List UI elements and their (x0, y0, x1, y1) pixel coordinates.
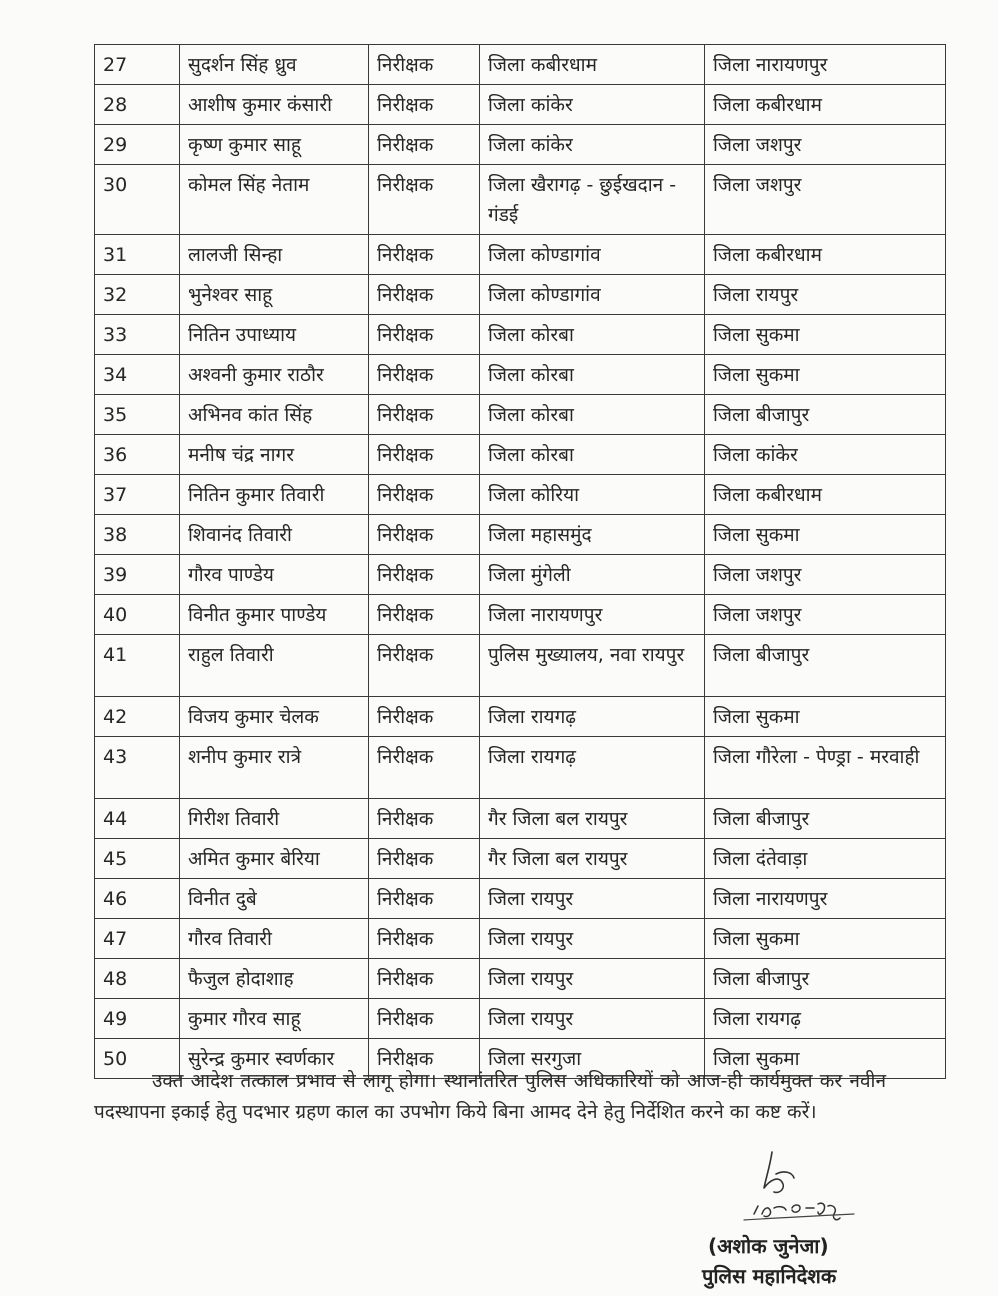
serial-number-cell: 37 (95, 475, 180, 515)
rank-cell: निरीक्षक (369, 595, 480, 635)
new-posting-cell: जिला नारायणपुर (705, 879, 946, 919)
serial-number-cell: 45 (95, 839, 180, 879)
rank-cell: निरीक्षक (369, 165, 480, 235)
officer-name-cell: भुनेश्वर साहू (180, 275, 369, 315)
officer-name-cell: गौरव पाण्डेय (180, 555, 369, 595)
current-posting-cell: जिला कांकेर (480, 85, 705, 125)
serial-number-cell: 35 (95, 395, 180, 435)
rank-cell: निरीक्षक (369, 919, 480, 959)
officer-name-cell: कुमार गौरव साहू (180, 999, 369, 1039)
table-row (95, 799, 946, 839)
officer-name-cell: गिरीश तिवारी (180, 799, 369, 839)
officer-name-cell: आशीष कुमार कंसारी (180, 85, 369, 125)
new-posting-cell: जिला कबीरधाम (705, 85, 946, 125)
rank-cell: निरीक्षक (369, 999, 480, 1039)
current-posting-cell: जिला कोण्डागांव (480, 235, 705, 275)
current-posting-cell: गैर जिला बल रायपुर (480, 799, 705, 839)
rank-cell: निरीक्षक (369, 395, 480, 435)
rank-cell: निरीक्षक (369, 799, 480, 839)
current-posting-cell: जिला कांकेर (480, 125, 705, 165)
serial-number-cell: 50 (95, 1039, 180, 1079)
new-posting-cell: जिला कबीरधाम (705, 235, 946, 275)
new-posting-cell: जिला सुकमा (705, 1039, 946, 1079)
new-posting-cell: जिला जशपुर (705, 595, 946, 635)
new-posting-cell: जिला बीजापुर (705, 395, 946, 435)
serial-number-cell: 39 (95, 555, 180, 595)
table-row (95, 999, 946, 1039)
serial-number-cell: 29 (95, 125, 180, 165)
current-posting-cell: जिला महासमुंद (480, 515, 705, 555)
table-row (95, 165, 946, 235)
officer-name-cell: नितिन उपाध्याय (180, 315, 369, 355)
rank-cell: निरीक्षक (369, 235, 480, 275)
officer-name-cell: सुरेन्द्र कुमार स्वर्णकार (180, 1039, 369, 1079)
officer-name-cell: विनीत दुबे (180, 879, 369, 919)
serial-number-cell: 40 (95, 595, 180, 635)
serial-number-cell: 47 (95, 919, 180, 959)
officer-name-cell: शिवानंद तिवारी (180, 515, 369, 555)
new-posting-cell: जिला जशपुर (705, 125, 946, 165)
officer-name-cell: लालजी सिन्हा (180, 235, 369, 275)
new-posting-cell: जिला बीजापुर (705, 959, 946, 999)
new-posting-cell: जिला सुकमा (705, 919, 946, 959)
current-posting-cell: जिला रायगढ़ (480, 697, 705, 737)
rank-cell: निरीक्षक (369, 515, 480, 555)
new-posting-cell: जिला जशपुर (705, 165, 946, 235)
serial-number-cell: 27 (95, 45, 180, 85)
table-row (95, 595, 946, 635)
rank-cell: निरीक्षक (369, 45, 480, 85)
table-row (95, 555, 946, 595)
officer-name-cell: मनीष चंद्र नागर (180, 435, 369, 475)
current-posting-cell: जिला रायपुर (480, 879, 705, 919)
new-posting-cell: जिला रायगढ़ (705, 999, 946, 1039)
new-posting-cell: जिला कबीरधाम (705, 475, 946, 515)
table-row (95, 235, 946, 275)
current-posting-cell: जिला कोरबा (480, 435, 705, 475)
current-posting-cell: पुलिस मुख्यालय, नवा रायपुर (480, 635, 705, 697)
new-posting-cell: जिला कांकेर (705, 435, 946, 475)
current-posting-cell: जिला रायगढ़ (480, 737, 705, 799)
current-posting-cell: जिला कोण्डागांव (480, 275, 705, 315)
rank-cell: निरीक्षक (369, 879, 480, 919)
new-posting-cell: जिला सुकमा (705, 697, 946, 737)
serial-number-cell: 34 (95, 355, 180, 395)
table-row (95, 125, 946, 165)
serial-number-cell: 46 (95, 879, 180, 919)
serial-number-cell: 32 (95, 275, 180, 315)
officer-name-cell: फैजुल होदाशाह (180, 959, 369, 999)
officer-name-cell: राहुल तिवारी (180, 635, 369, 697)
table-row (95, 315, 946, 355)
order-paragraph: उक्त आदेश तत्काल प्रभाव से लागू होगा। स्थानांतरित पुलिस अधिकारियों को आज-ही कार्यमुक्त कर नवीन पदस्थापना इकाई हेतु पदभार ग्रहण काल का उपभोग किये बिना आमद देने हेतु निर्देशित करने का कष्ट करें। (94, 1070, 886, 1123)
rank-cell: निरीक्षक (369, 839, 480, 879)
rank-cell: निरीक्षक (369, 555, 480, 595)
table-row (95, 435, 946, 475)
serial-number-cell: 33 (95, 315, 180, 355)
rank-cell: निरीक्षक (369, 355, 480, 395)
officer-name-cell: कृष्ण कुमार साहू (180, 125, 369, 165)
officer-name-cell: गौरव तिवारी (180, 919, 369, 959)
rank-cell: निरीक्षक (369, 697, 480, 737)
officer-name-cell: विजय कुमार चेलक (180, 697, 369, 737)
new-posting-cell: जिला बीजापुर (705, 799, 946, 839)
table-row (95, 697, 946, 737)
table-row (95, 919, 946, 959)
serial-number-cell: 31 (95, 235, 180, 275)
serial-number-cell: 43 (95, 737, 180, 799)
rank-cell: निरीक्षक (369, 275, 480, 315)
table-row (95, 85, 946, 125)
rank-cell: निरीक्षक (369, 125, 480, 165)
new-posting-cell: जिला सुकमा (705, 355, 946, 395)
officer-name-cell: अमित कुमार बेरिया (180, 839, 369, 879)
signature-block (690, 1148, 910, 1296)
current-posting-cell: जिला रायपुर (480, 999, 705, 1039)
current-posting-cell: गैर जिला बल रायपुर (480, 839, 705, 879)
rank-cell: निरीक्षक (369, 959, 480, 999)
signer-designation: पुलिस महानिदेशक (702, 1264, 837, 1288)
serial-number-cell: 44 (95, 799, 180, 839)
table-row (95, 959, 946, 999)
table-row (95, 839, 946, 879)
rank-cell: निरीक्षक (369, 435, 480, 475)
officer-name-cell: अश्वनी कुमार राठौर (180, 355, 369, 395)
current-posting-cell: जिला कोरबा (480, 355, 705, 395)
new-posting-cell: जिला नारायणपुर (705, 45, 946, 85)
officer-name-cell: सुदर्शन सिंह ध्रुव (180, 45, 369, 85)
table-row (95, 475, 946, 515)
table-row (95, 355, 946, 395)
current-posting-cell: जिला मुंगेली (480, 555, 705, 595)
new-posting-cell: जिला बीजापुर (705, 635, 946, 697)
new-posting-cell: जिला गौरेला - पेण्ड्रा - मरवाही (705, 737, 946, 799)
current-posting-cell: जिला कबीरधाम (480, 45, 705, 85)
transfer-table (94, 44, 946, 1079)
officer-name-cell: अभिनव कांत सिंह (180, 395, 369, 435)
table-row (95, 515, 946, 555)
table-row (95, 879, 946, 919)
current-posting-cell: जिला कोरबा (480, 315, 705, 355)
table-row (95, 45, 946, 85)
signer-name: (अशोक जुनेजा) (708, 1234, 829, 1258)
officer-name-cell: कोमल सिंह नेताम (180, 165, 369, 235)
current-posting-cell: जिला नारायणपुर (480, 595, 705, 635)
handwritten-signature (714, 1148, 864, 1236)
serial-number-cell: 48 (95, 959, 180, 999)
rank-cell: निरीक्षक (369, 315, 480, 355)
rank-cell: निरीक्षक (369, 635, 480, 697)
current-posting-cell: जिला सरगुजा (480, 1039, 705, 1079)
rank-cell: निरीक्षक (369, 85, 480, 125)
new-posting-cell: जिला सुकमा (705, 515, 946, 555)
rank-cell: निरीक्षक (369, 1039, 480, 1079)
serial-number-cell: 30 (95, 165, 180, 235)
new-posting-cell: जिला जशपुर (705, 555, 946, 595)
serial-number-cell: 41 (95, 635, 180, 697)
rank-cell: निरीक्षक (369, 475, 480, 515)
current-posting-cell: जिला कोरबा (480, 395, 705, 435)
officer-name-cell: विनीत कुमार पाण्डेय (180, 595, 369, 635)
serial-number-cell: 28 (95, 85, 180, 125)
current-posting-cell: जिला खैरागढ़ - छुईखदान - गंडई (480, 165, 705, 235)
new-posting-cell: जिला सुकमा (705, 315, 946, 355)
current-posting-cell: जिला रायपुर (480, 959, 705, 999)
officer-name-cell: नितिन कुमार तिवारी (180, 475, 369, 515)
signature-date: 1.03-24 (744, 1168, 748, 1169)
serial-number-cell: 38 (95, 515, 180, 555)
current-posting-cell: जिला रायपुर (480, 919, 705, 959)
officer-name-cell: शनीप कुमार रात्रे (180, 737, 369, 799)
serial-number-cell: 42 (95, 697, 180, 737)
serial-number-cell: 36 (95, 435, 180, 475)
new-posting-cell: जिला रायपुर (705, 275, 946, 315)
table-row (95, 395, 946, 435)
rank-cell: निरीक्षक (369, 737, 480, 799)
current-posting-cell: जिला कोरिया (480, 475, 705, 515)
transfer-table-body (95, 45, 946, 1079)
serial-number-cell: 49 (95, 999, 180, 1039)
table-row (95, 275, 946, 315)
table-row (95, 635, 946, 697)
new-posting-cell: जिला दंतेवाड़ा (705, 839, 946, 879)
table-row (95, 737, 946, 799)
